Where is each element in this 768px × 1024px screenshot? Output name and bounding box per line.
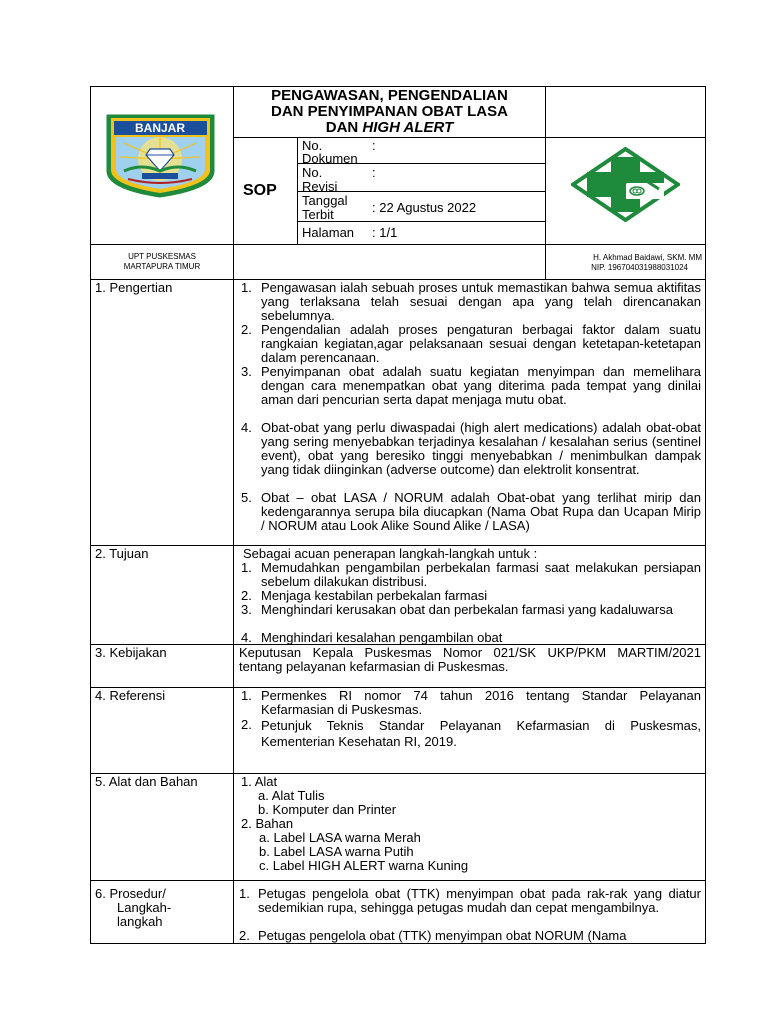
label-prosedur-2: Langkah- [117,900,172,915]
doc-no-value: : [372,138,376,153]
label-tujuan: 2. Tujuan [95,546,149,561]
tujuan-item-3: Menghindari kerusakan obat dan perbekalan farmasi yang kadaluwarsa [261,602,673,617]
signer-nip: NIP. 196704031988031024 [591,263,688,272]
tujuan-num-1: 1. [241,560,252,575]
table-border-bottom [90,943,706,944]
alat-line-1: 1. Alat [241,774,278,789]
label-pengertian: 1. Pengertian [95,280,173,295]
referensi-num-1: 1. [241,688,252,703]
title-line-2: DAN PENYIMPANAN OBAT LASA [271,103,508,120]
label-kebijakan: 3. Kebijakan [95,645,167,660]
tujuan-item-2: Menjaga kestabilan perbekalan farmasi [261,588,488,603]
alat-line-3: b. Komputer dan Printer [258,802,397,817]
label-prosedur-3: langkah [117,914,163,929]
title-line-3-text: DAN [325,119,363,136]
pengertian-num-1: 1. [241,280,252,295]
puskesmas-logo [571,147,680,227]
pengertian-num-5: 5. [241,490,252,505]
alat-line-2: a. Alat Tulis [258,788,325,803]
pengertian-item-1: Pengawasan ialah sebuah proses untuk memastikan bahwa semua aktifitas yang terlaksana telah sesuai dengan apa yang telah direncanakan sebelumnya. [261,280,701,323]
doc-no-label-2: Dokumen [302,151,358,166]
pengertian-num-4: 4. [241,420,252,435]
org-line-1: UPT PUSKESMAS [128,252,196,261]
prosedur-num-1: 1. [239,886,250,901]
tujuan-item-1: Memudahkan pengambilan perbekalan farmasi saat melakukan persiapan sebelum dilakukan distribusi. [261,560,701,589]
halaman-value: : 1/1 [372,225,398,240]
tanggal-value: : 22 Agustus 2022 [372,200,477,215]
label-referensi: 4. Referensi [95,688,166,703]
header-mid-line [90,244,706,245]
banjar-logo [104,113,217,203]
puskesmas-cross-icon [571,147,680,222]
revisi-label-1: No. [302,165,323,180]
tanggal-label-1: Tanggal [302,193,348,208]
prosedur-num-2: 2. [239,928,250,943]
title-line-3 [234,120,545,136]
pengertian-item-5: Obat – obat LASA / NORUM adalah Obat-obat yang terlihat mirip dan kedengarannya serupa bila diucapkan (Nama Obat Rupa dan Ucapan Mirip / NORUM atau Look Alike Sound Alike / LASA) [261,490,701,533]
org-line-2: MARTAPURA TIMUR [123,262,201,271]
pengertian-item-3: Penyimpanan obat adalah suatu kegiatan menyimpan dan memelihara dengan cara menempatkan obat yang diterima pada tempat yang dinilai aman dari pencurian serta dapat menjaga mutu obat. [261,364,701,407]
page-title [234,88,545,136]
body-divider [233,279,234,944]
referensi-num-2: 2. [241,717,252,732]
header-divider-2 [545,86,546,279]
tujuan-num-4: 4. [241,630,252,645]
sop-label: SOP [243,182,277,199]
doc-no-label-1: No. [302,138,323,153]
row-line-prosedur [90,880,706,881]
revisi-value: : [372,165,376,180]
label-prosedur-1: 6. Prosedur/ [95,886,166,901]
pengertian-item-2: Pengendalian adalah proses pengaturan berbagai faktor dalam suatu rangkaian kegiatan,agar pelaksanaan sesuai dengan ketetapan-ketetapan dalam perencanaan. [261,322,701,365]
referensi-item-1: Permenkes RI nomor 74 tahun 2016 tentang Standar Pelayanan Kefarmasian di Puskesmas. [261,688,701,717]
table-border-left [90,86,91,944]
tujuan-item-4: Menghindari kesalahan pengambilan obat [261,630,503,645]
table-border-right [705,86,706,944]
pengertian-item-4: Obat-obat yang perlu diwaspadai (high alert medications) adalah obat-obat yang sering menyebabkan terjadinya kesalahan / kesalahan serius (sentinel event), obat yang beresiko tinggi menyebabkan / menimbulkan dampak yang tidak diinginkan (adverse outcome) dan elektrolit konsentrat. [261,420,701,477]
signer-name: H. Akhmad Baidawi, SKM. MM [593,253,702,262]
halaman-label: Halaman [302,225,355,240]
tujuan-num-3: 3. [241,602,252,617]
alat-line-4: 2. Bahan [241,816,294,831]
pengertian-num-3: 3. [241,364,252,379]
alat-line-7: c. Label HIGH ALERT warna Kuning [259,858,469,873]
alat-line-6: b. Label LASA warna Putih [259,844,414,859]
svg-text:BANJAR: BANJAR [134,121,186,135]
banjar-emblem-icon [104,113,217,198]
prosedur-item-1: Petugas pengelola obat (TTK) menyimpan obat pada rak-rak yang diatur sedemikian rupa, sehingga petugas mudah dan cepat mengambilnya. [258,886,701,915]
revisi-label-2: Revisi [302,179,338,194]
kebijakan-text: Keputusan Kepala Puskesmas Nomor 021/SK UKP/PKM MARTIM/2021 tentang pelayanan kefarmasian di Puskesmas. [239,645,701,674]
prosedur-item-2: Petugas pengelola obat (TTK) menyimpan obat NORUM (Nama [258,928,627,943]
tanggal-label-2: Terbit [302,207,334,222]
label-alat: 5. Alat dan Bahan [95,774,198,789]
pengertian-num-2: 2. [241,322,252,337]
tujuan-intro: Sebagai acuan penerapan langkah-langkah untuk : [243,546,538,561]
alat-line-5: a. Label LASA warna Merah [259,830,421,845]
title-italic: HIGH ALERT [362,119,454,136]
title-line-1: PENGAWASAN, PENGENDALIAN [271,87,508,104]
tujuan-num-2: 2. [241,588,252,603]
referensi-item-2: Petunjuk Teknis Standar Pelayanan Kefarmasian di Puskesmas, Kementerian Kesehatan RI, 2019. [261,718,701,749]
doc-row-line-3 [297,221,546,222]
